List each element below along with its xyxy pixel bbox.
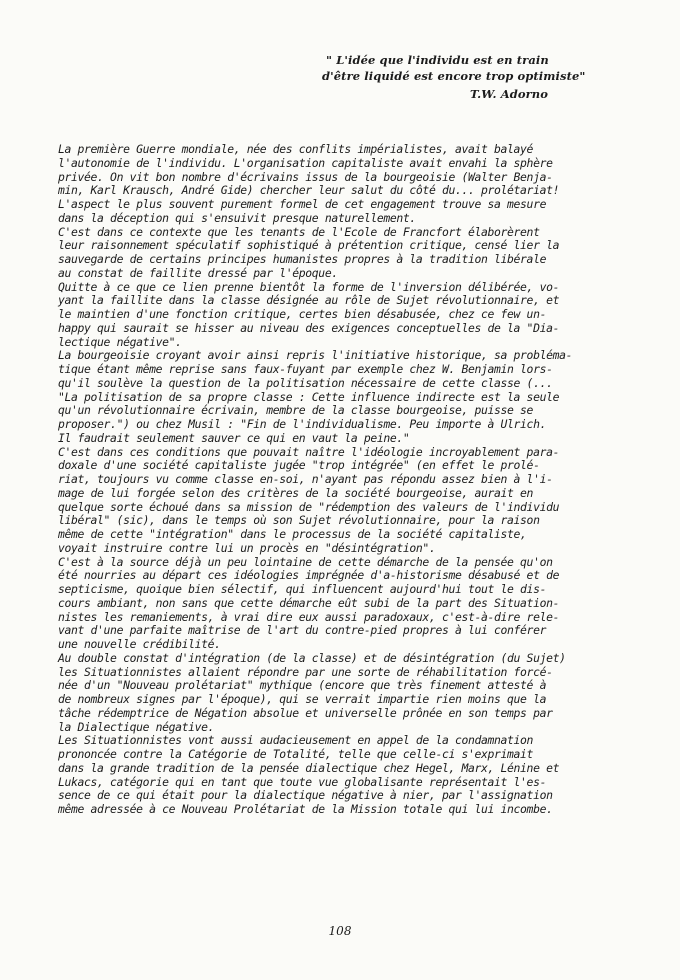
body-line: Au double constat d'intégration (de la classe) et de désintégration (du Sujet)	[58, 650, 566, 665]
body-line: Quitte à ce que ce lien prenne bientôt la forme de l'inversion délibérée, vo-	[58, 279, 560, 294]
body-line: mage de lui forgée selon des critères de la société bourgeoise, aurait en	[58, 485, 534, 500]
body-line: doxale d'une société capitaliste jugée "trop intégrée" (en effet le prolé-	[58, 458, 540, 473]
body-line: qu'il soulève la question de la politisation nécessaire de cette classe (...	[58, 375, 553, 390]
body-line: une nouvelle crédibilité.	[58, 637, 221, 651]
body-line: même adressée à ce Nouveau Prolétariat de la Mission totale qui lui incombe.	[58, 802, 553, 816]
body-line: dans la déception qui s'ensuivit presque naturellement.	[58, 210, 416, 225]
epigraph-quote-line-2: d'être liquidé est encore trop optimiste"	[322, 69, 586, 83]
epigraph-attribution: T.W. Adorno	[470, 87, 549, 101]
body-line: C'est dans ces conditions que pouvait naître l'idéologie incroyablement para-	[58, 444, 560, 459]
body-line: la Dialectique négative.	[58, 719, 215, 734]
body-line: septicisme, quoique bien sélectif, qui influencent aujourd'hui tout le dis-	[58, 582, 547, 596]
body-line: les Situationnistes allaient répondre par une sorte de réhabilitation forcé-	[58, 664, 553, 679]
body-line: Les Situationnistes vont aussi audacieusement en appel de la condamnation	[58, 733, 534, 748]
body-line: privée. On vit bon nombre d'écrivains issus de la bourgeoisie (Walter Benja-	[58, 169, 553, 184]
body-line: Lukacs, catégorie qui en tant que toute vue globalisante représentait l'es-	[58, 774, 547, 789]
body-line: proposer.") ou chez Musil : "Fin de l'individualisme. Peu importe à Ulrich.	[58, 417, 547, 431]
body-line: La première Guerre mondiale, née des conflits impérialistes, avait balayé	[58, 142, 534, 156]
body-line: L'aspect le plus souvent purement formel de cet engagement trouve sa mesure	[58, 197, 547, 211]
body-line: quelque sorte échoué dans sa mission de "rédemption des valeurs de l'individu	[58, 499, 560, 514]
body-line: leur raisonnement spéculatif sophistiqué à prétention critique, censé lier la	[58, 238, 560, 253]
body-line: yant la faillite dans la classe désignée au rôle de Sujet révolutionnaire, et	[58, 293, 560, 308]
body-line: min, Karl Krausch, André Gide) chercher leur salut du côté du... prolétariat!	[58, 183, 560, 198]
body-line: C'est à la source déjà un peu lointaine de cette démarche de la pensée qu'on	[58, 554, 553, 569]
body-line: tâche rédemptrice de Négation absolue et universelle prônée en son temps par	[58, 705, 553, 720]
body-line: l'autonomie de l'individu. L'organisation capitaliste avait envahi la sphère	[58, 155, 553, 170]
epigraph-quote-line-1: " L'idée que l'individu est en train	[326, 53, 549, 67]
body-line: sence de ce qui était pour la dialectique négative à nier, par l'assignation	[58, 788, 553, 803]
body-line: dans la grande tradition de la pensée dialectique chez Hegel, Marx, Lénine et	[58, 760, 560, 775]
body-line: Il faudrait seulement sauver ce qui en vaut la peine."	[58, 430, 410, 445]
body-line: sauvegarde de certains principes humanistes propres à la tradition libérale	[58, 252, 547, 266]
body-line: née d'un "Nouveau prolétariat" mythique (encore que très finement attesté à	[58, 678, 547, 693]
body-line: happy qui saurait se hisser au niveau des exigences conceptuelles de la "Dia-	[58, 320, 560, 335]
body-line: nistes les remaniements, à vrai dire eux aussi paradoxaux, c'est-à-dire rele-	[58, 609, 560, 624]
body-line: été nourries au départ ces idéologies imprégnée d'a-historisme désabusé et de	[58, 568, 560, 583]
body-line: riat, toujours vu comme classe en-soi, n'ayant pas répondu assez bien à l'i-	[58, 472, 553, 486]
epigraph	[318, 52, 658, 102]
body-line: C'est dans ce contexte que les tenants de l'Ecole de Francfort élaborèrent	[58, 224, 540, 239]
body-line: "La politisation de sa propre classe : Cette influence indirecte est la seule	[58, 389, 560, 404]
body-line: libéral" (sic), dans le temps où son Sujet révolutionnaire, pour la raison	[58, 513, 540, 528]
body-line: vant d'une parfaite maîtrise de l'art du contre-pied propres à lui conférer	[58, 623, 547, 638]
body-line: de nombreux signes par l'époque), qui se verrait impartie rien moins que la	[58, 692, 547, 706]
body-line: voyait instruire contre lui un procès en "désintégration".	[58, 540, 436, 555]
body-line: tique étant même reprise sans faux-fuyant par exemple chez W. Benjamin lors-	[58, 362, 553, 376]
body-line: lectique négative".	[58, 334, 182, 349]
body-line: prononcée contre la Catégorie de Totalité, telle que celle-ci s'exprimait	[58, 747, 534, 761]
body-text	[58, 143, 648, 817]
body-line: cours ambiant, non sans que cette démarche eût subi de la part des Situation-	[58, 595, 560, 610]
page-number: 108	[328, 924, 352, 938]
body-line: le maintien d'une fonction critique, certes bien désabusée, chez ce few un-	[58, 307, 547, 321]
body-line: qu'un révolutionnaire écrivain, membre de la classe bourgeoise, puisse se	[58, 403, 534, 418]
body-line: même de cette "intégration" dans le processus de la société capitaliste,	[58, 527, 527, 541]
body-line: au constat de faillite dressé par l'époque.	[58, 265, 338, 280]
body-line: La bourgeoisie croyant avoir ainsi repris l'initiative historique, sa probléma-	[58, 348, 573, 363]
